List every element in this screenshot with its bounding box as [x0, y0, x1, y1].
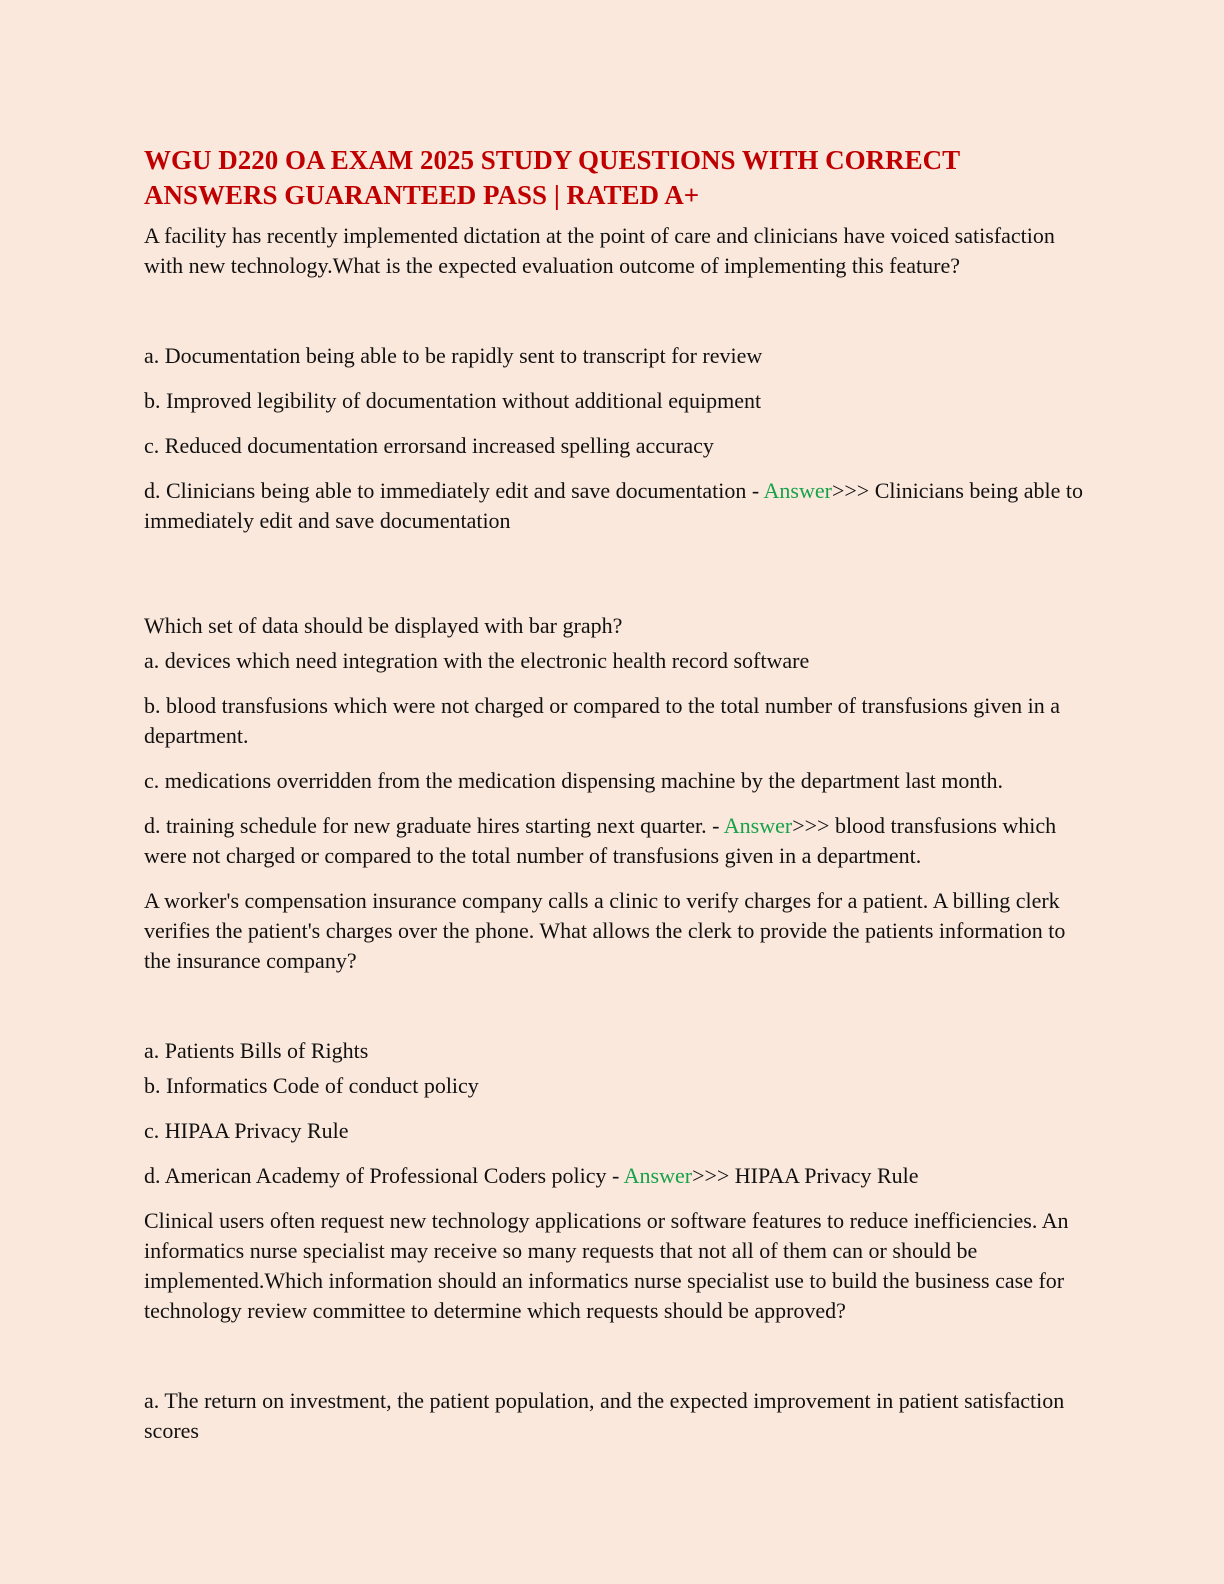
question-1-answer: Clinicians being able to immediately edit and save documentation: [144, 478, 1084, 533]
question-1-option-b: b. Improved legibility of documentation without additional equipment: [144, 388, 762, 413]
question-3-option-a: a. Patients Bills of Rights: [144, 1038, 369, 1063]
answer-label: Answer: [763, 478, 832, 503]
answer-label: Answer: [723, 813, 793, 838]
question-1-option-a: a. Documentation being able to be rapidly sent to transcript for review: [144, 343, 763, 368]
question-1-option-d: d. Clinicians being able to immediately edit and save documentation -: [144, 478, 764, 503]
question-3-option-b: b. Informatics Code of conduct policy: [144, 1073, 479, 1098]
answer-arrows: >>>: [692, 1163, 735, 1188]
question-3-prompt: A worker's compensation insurance company calls a clinic to verify charges for a patient. A billing clerk verifies the patient's charges over the phone. What allows the clerk to provide the patients information to the insurance company?: [144, 888, 1066, 973]
question-4-option-a: a. The return on investment, the patient population, and the expected improvement in patient satisfaction scores: [144, 1388, 1065, 1443]
question-3-answer: HIPAA Privacy Rule: [734, 1163, 919, 1188]
question-1-prompt: A facility has recently implemented dictation at the point of care and clinicians have voiced satisfaction with new technology.What is the expected evaluation outcome of implementing this feature?: [144, 223, 1055, 278]
question-2-prompt: Which set of data should be displayed with bar graph?: [144, 613, 623, 638]
answer-label: Answer: [623, 1163, 693, 1188]
question-3-option-d: d. American Academy of Professional Coders policy -: [144, 1163, 624, 1188]
question-1-option-c: c. Reduced documentation errorsand increased spelling accuracy: [144, 433, 714, 458]
question-3-option-c: c. HIPAA Privacy Rule: [144, 1118, 349, 1143]
question-4-prompt: Clinical users often request new technology applications or software features to reduce inefficiencies. An informatics nurse specialist may receive so many requests that not all of them can or should be implemented.Which information should an informatics nurse specialist use to build the business case for technology review committee to determine which requests should be approved?: [144, 1208, 1069, 1323]
question-1-option-d-with-answer: [144, 476, 1084, 536]
answer-arrows: >>>: [792, 813, 835, 838]
question-2-option-a: a. devices which need integration with the electronic health record software: [144, 648, 810, 673]
document-page: [144, 143, 1084, 1446]
question-2-option-d-with-answer: [144, 811, 1084, 871]
question-2-option-c: c. medications overridden from the medication dispensing machine by the department last month.: [144, 768, 1003, 793]
document-title: WGU D220 OA EXAM 2025 STUDY QUESTIONS WITH CORRECT ANSWERS GUARANTEED PASS | RATED A+: [144, 145, 960, 210]
question-2-answer: blood transfusions which were not charged or compared to the total number of transfusions given in a department.: [144, 813, 1057, 868]
answer-arrows: >>>: [831, 478, 875, 503]
question-2-option-d: d. training schedule for new graduate hires starting next quarter. -: [144, 813, 724, 838]
question-2-option-b: b. blood transfusions which were not charged or compared to the total number of transfusions given in a department.: [144, 693, 1061, 748]
question-3-option-d-with-answer: [144, 1161, 1084, 1191]
